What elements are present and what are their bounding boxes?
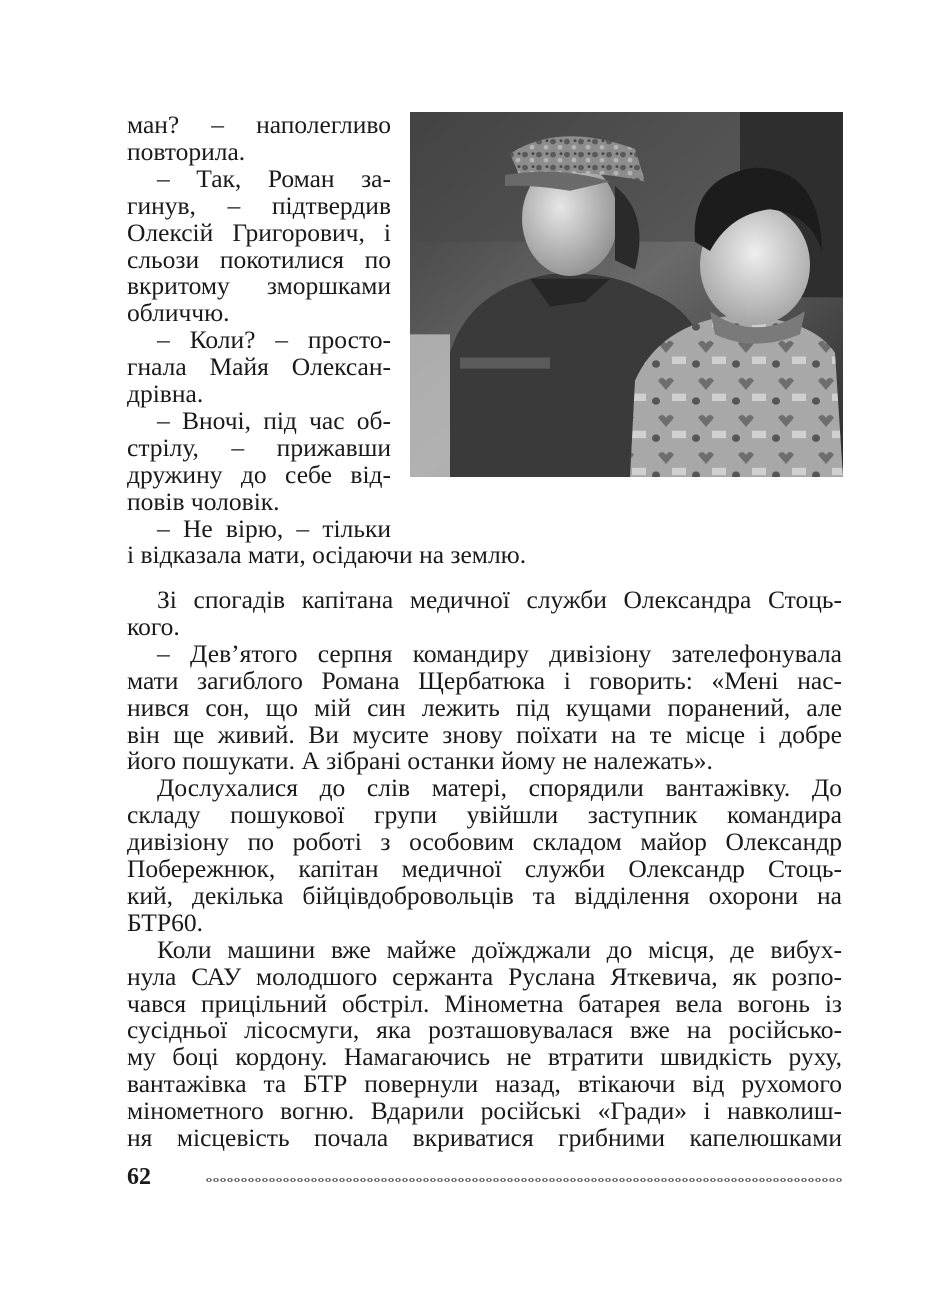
text-line: мінометного вогню. Вдарили російські «Гради» і навколиш- (127, 1096, 842, 1126)
text-line: Побережнюк, капітан медичної служби Олександр Стоць- (127, 854, 842, 883)
page-number: 62 (127, 1164, 151, 1190)
text-line: Олексій Григорович, і (127, 217, 391, 247)
text-line: Зі спогадів капітана медичної служби Олександра Стоць- (157, 585, 842, 614)
text-line: обличчю. (127, 298, 230, 328)
text-line: вкритому зморшками (127, 271, 391, 301)
text-line: мати загиблого Романа Щербатюка і говорить: «Мені нас- (127, 665, 842, 695)
text-line: Дослухалися до слів матері, спорядили вантажівку. До (157, 773, 842, 803)
text-line: він ще живий. Ви мусите знову поїхати на те місце і добре (127, 719, 842, 749)
text-line: дивізіону по роботі з особовим складом майор Олександр (127, 827, 842, 857)
text-line: сусідньої лісосмуги, яка розташовувалася вже на російсько- (127, 1015, 842, 1045)
text-line: – Не вірю, – тільки (157, 513, 391, 543)
text-line: дрівна. (127, 379, 204, 408)
text-line: чався прицільний обстріл. Мінометна батарея вела вогонь із (127, 988, 842, 1018)
footer-ornament-rule (205, 1176, 842, 1184)
text-line: вантажівка та БТР повернули назад, втікаючи від рухомого (127, 1069, 842, 1099)
text-line: повів чоловік. (127, 486, 280, 516)
text-line: Коли машини вже майже доїжджали до місця, де вибух- (157, 934, 842, 964)
text-line: гнала Майя Олексан- (127, 352, 391, 382)
text-line: і відказала мати, осідаючи на землю. (127, 540, 527, 570)
text-line: – Так, Роман за- (157, 163, 391, 193)
text-line: ня місцевість почала вкриватися грибними капелюшками (127, 1123, 842, 1152)
text-line: його пошукати. А зібрані останки йому не належать». (127, 746, 713, 776)
text-line: ман? – наполегливо (127, 110, 391, 139)
page-footer (127, 1162, 842, 1192)
text-line: дружину до себе від- (127, 459, 391, 489)
photo-two-women (410, 112, 843, 477)
text-line: гинув, – підтвердив (127, 190, 391, 220)
text-line: нула САУ молодшого сержанта Руслана Яткевича, як розпо- (127, 961, 842, 991)
text-line: складу пошукової групи увійшли заступник командира (127, 800, 842, 830)
text-line: – Дев’ятого серпня командиру дивізіону зателефонувала (157, 638, 842, 668)
text-line: му боці кордону. Намагаючись не втратити швидкість руху, (127, 1042, 842, 1072)
text-line: – Коли? – просто- (157, 325, 391, 355)
text-line: нився сон, що мій син лежить під кущами поранений, але (127, 692, 842, 722)
text-line: повторила. (127, 136, 246, 166)
photo-two-women-icon (410, 112, 843, 477)
text-line: кого. (127, 611, 180, 641)
text-line: кий, декілька бійцівдобровольців та відділення охорони на (127, 880, 842, 910)
text-line: – Вночі, під час об- (157, 405, 391, 435)
text-line: стрілу, – прижавши (127, 432, 391, 462)
text-line: БТР60. (127, 907, 203, 937)
text-line: сльози покотилися по (127, 244, 391, 274)
